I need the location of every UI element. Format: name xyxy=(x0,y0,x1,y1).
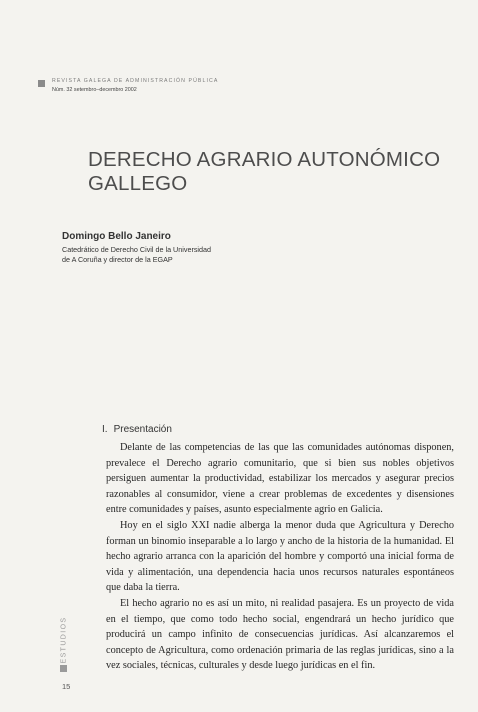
paragraph: Delante de las competencias de las que las comunidades autónomas disponen, prevalece el Derecho agrario comunitario, que si bien sus nobles objetivos persiguen aumentar la productividad, estabilizar los mercados y asegurar precios razonables al consumidor, viene a crear problemas de excedentes y disensiones entre comunidades y países, asunto especialmente agrio en Galicia. xyxy=(106,442,454,516)
section-label-text: ESTUDIOS xyxy=(60,616,68,664)
page-number: 15 xyxy=(62,682,71,691)
article-title xyxy=(88,148,440,196)
header-square-marker xyxy=(38,80,45,87)
section-title: Presentación xyxy=(113,424,172,435)
title-line-1: DERECHO AGRARIO AUTONÓMICO xyxy=(88,148,441,171)
issue-info: Núm. 32 setembro–decembro 2002 xyxy=(52,87,137,93)
paragraph: El hecho agrario no es así un mito, ni realidad pasajera. Es un proyecto de vida en el tiempo, que como todo hecho social, engendrará un hecho jurídico que producirá un campo infinito de consecuencias jurídicas. Así alcanzaremos el concepto de Agricultura, como ordenación primaria de las reglas jurídicas, sino a la vez sociales, técnicas, culturales y desde luego jurídicas en el fin. xyxy=(106,597,454,672)
journal-name: REVISTA GALEGA DE ADMINISTRACIÓN PÚBLICA xyxy=(52,78,219,84)
section-number: I. xyxy=(102,424,108,435)
author-name: Domingo Bello Janeiro xyxy=(62,231,171,242)
section-heading xyxy=(102,424,172,435)
section-side-label xyxy=(58,612,69,672)
side-square-marker xyxy=(60,665,67,672)
title-line-2: GALLEGO xyxy=(88,172,188,195)
body-text xyxy=(106,440,454,674)
affiliation-line-2: de A Coruña y director de la EGAP xyxy=(62,254,173,264)
affiliation-line-1: Catedrático de Derecho Civil de la Universidad xyxy=(62,245,212,254)
paragraph: Hoy en el siglo XXI nadie alberga la menor duda que Agricultura y Derecho forman un binomio inseparable a lo largo y ancho de la historia de la humanidad. El hecho agrario arranca con la aparición del hombre y comportó una inicial forma de vida y alimentación, una dependencia hacia unos recursos naturales espontáneos que daba la tierra. xyxy=(106,519,454,594)
author-affiliation xyxy=(62,245,211,264)
